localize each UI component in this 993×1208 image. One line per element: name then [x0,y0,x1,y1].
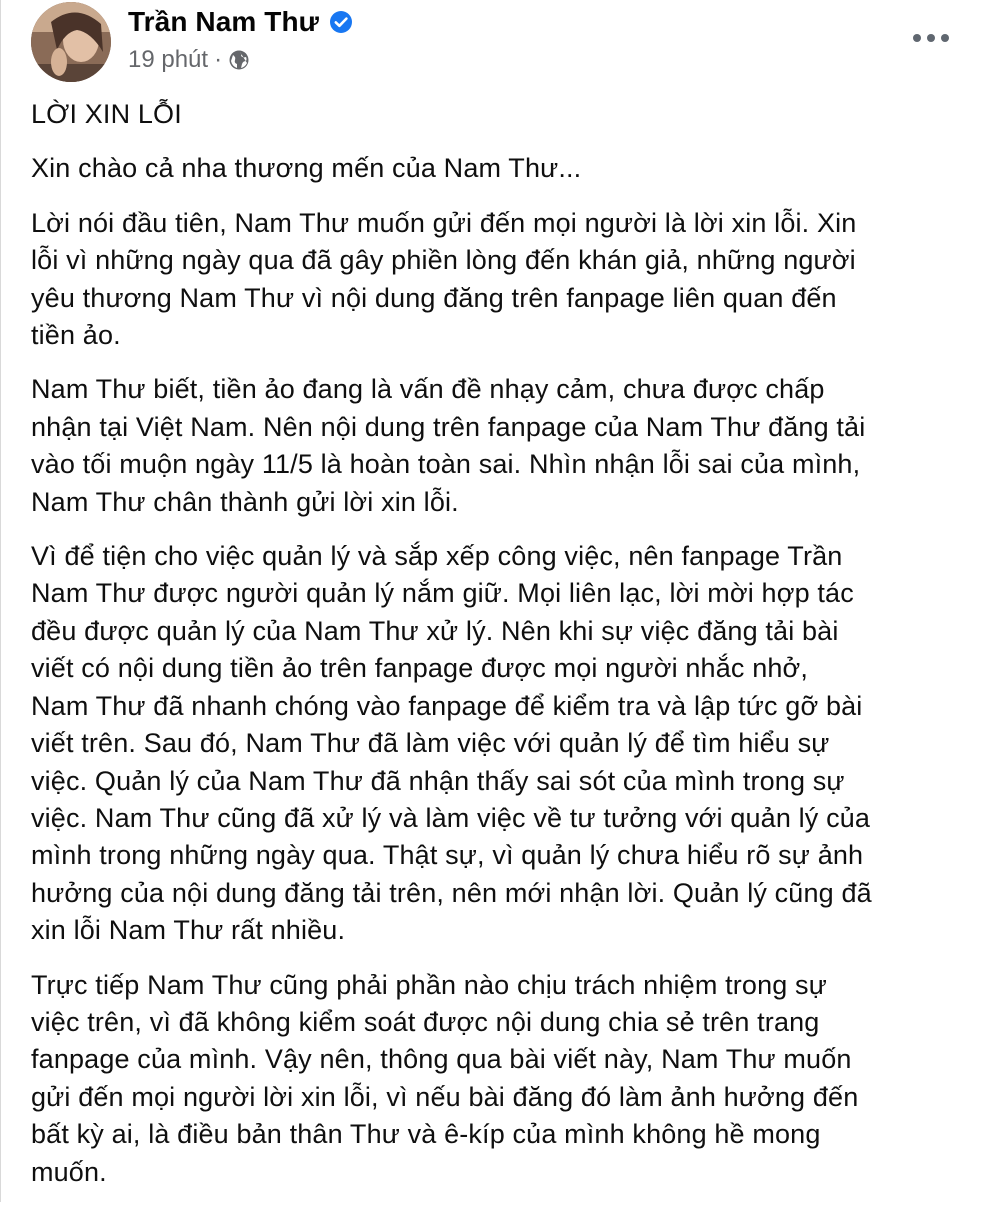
more-dot [913,34,921,42]
verified-badge-icon [329,10,353,34]
text-line: viết trên. Sau đó, Nam Thư đã làm việc với quản lý để tìm hiểu sự [31,728,830,759]
text-line: viết có nội dung tiền ảo trên fanpage được mọi người nhắc nhở, [31,653,809,684]
post-paragraph [31,538,976,949]
text-line: hưởng của nội dung đăng tải trên, nên mới nhận lời. Quản lý cũng đã [31,877,872,908]
text-line: việc trên, vì đã không kiểm soát được nội dung chia sẻ trên trang [31,1006,820,1037]
text-line: LỜI XIN LỖI [31,99,182,129]
text-line: tiền ảo. [31,320,121,351]
post-timestamp[interactable]: 19 phút [128,46,209,73]
post-paragraph [31,371,976,521]
text-line: gửi đến mọi người lời xin lỗi, vì nếu bài đăng đó làm ảnh hưởng đến [31,1081,859,1112]
text-line: việc. Nam Thư cũng đã xử lý và làm việc về tư tưởng với quản lý của [31,802,871,833]
post-paragraph [31,967,976,1191]
text-line: đều được quản lý của Nam Thư xử lý. Nên khi sự việc đăng tải bài [31,615,839,646]
text-line: mình trong những ngày qua. Thật sự, vì quản lý chưa hiểu rõ sự ảnh [31,840,864,871]
more-dot [941,34,949,42]
text-line: Nam Thư chân thành gửi lời xin lỗi. [31,486,459,517]
globe-icon[interactable] [228,49,250,71]
post-paragraph [31,205,976,355]
text-line: xin lỗi Nam Thư rất nhiều. [31,915,346,946]
author-name-row [128,4,353,40]
author-name[interactable]: Trần Nam Thư [128,6,320,37]
more-options-icon[interactable] [907,20,955,56]
text-line: Nam Thư biết, tiền ảo đang là vấn đề nhạy cảm, chưa được chấp [31,374,825,405]
text-line: bất kỳ ai, là điều bản thân Thư và ê-kíp của mình không hề mong [31,1119,821,1150]
post-meta [128,44,250,76]
avatar-photo [31,2,111,82]
text-line: yêu thương Nam Thư vì nội dung đăng trên fanpage liên quan đến [31,282,837,313]
text-line: Vì để tiện cho việc quản lý và sắp xếp công việc, nên fanpage Trần [31,541,843,572]
post-paragraph [31,150,976,187]
text-line: Nam Thư được người quản lý nắm giữ. Mọi liên lạc, lời mời hợp tác [31,578,854,609]
text-line: Xin chào cả nha thương mến của Nam Thư... [31,153,582,184]
more-dot [927,34,935,42]
text-line: Trực tiếp Nam Thư cũng phải phần nào chịu trách nhiệm trong sự [31,969,827,1000]
post-header [1,0,993,90]
post-paragraphs [31,150,976,1191]
author-avatar[interactable] [31,2,111,82]
text-line: nhận tại Việt Nam. Nên nội dung trên fanpage của Nam Thư đăng tải [31,411,866,442]
text-line: Nam Thư đã nhanh chóng vào fanpage để kiểm tra và lập tức gỡ bài [31,690,863,721]
text-line: vào tối muộn ngày 11/5 là hoàn toàn sai. Nhìn nhận lỗi sai của mình, [31,449,861,480]
text-line: Lời nói đầu tiên, Nam Thư muốn gửi đến mọi người là lời xin lỗi. Xin [31,207,857,238]
text-line: lỗi vì những ngày qua đã gây phiền lòng đến khán giả, những người [31,245,856,276]
meta-separator: · [214,46,223,73]
text-line: fanpage của mình. Vậy nên, thông qua bài viết này, Nam Thư muốn [31,1044,852,1075]
text-line: việc. Quản lý của Nam Thư đã nhận thấy sai sót của mình trong sự [31,765,845,796]
post-title [31,96,976,133]
post-body [31,96,976,1208]
text-line: muốn. [31,1156,107,1187]
